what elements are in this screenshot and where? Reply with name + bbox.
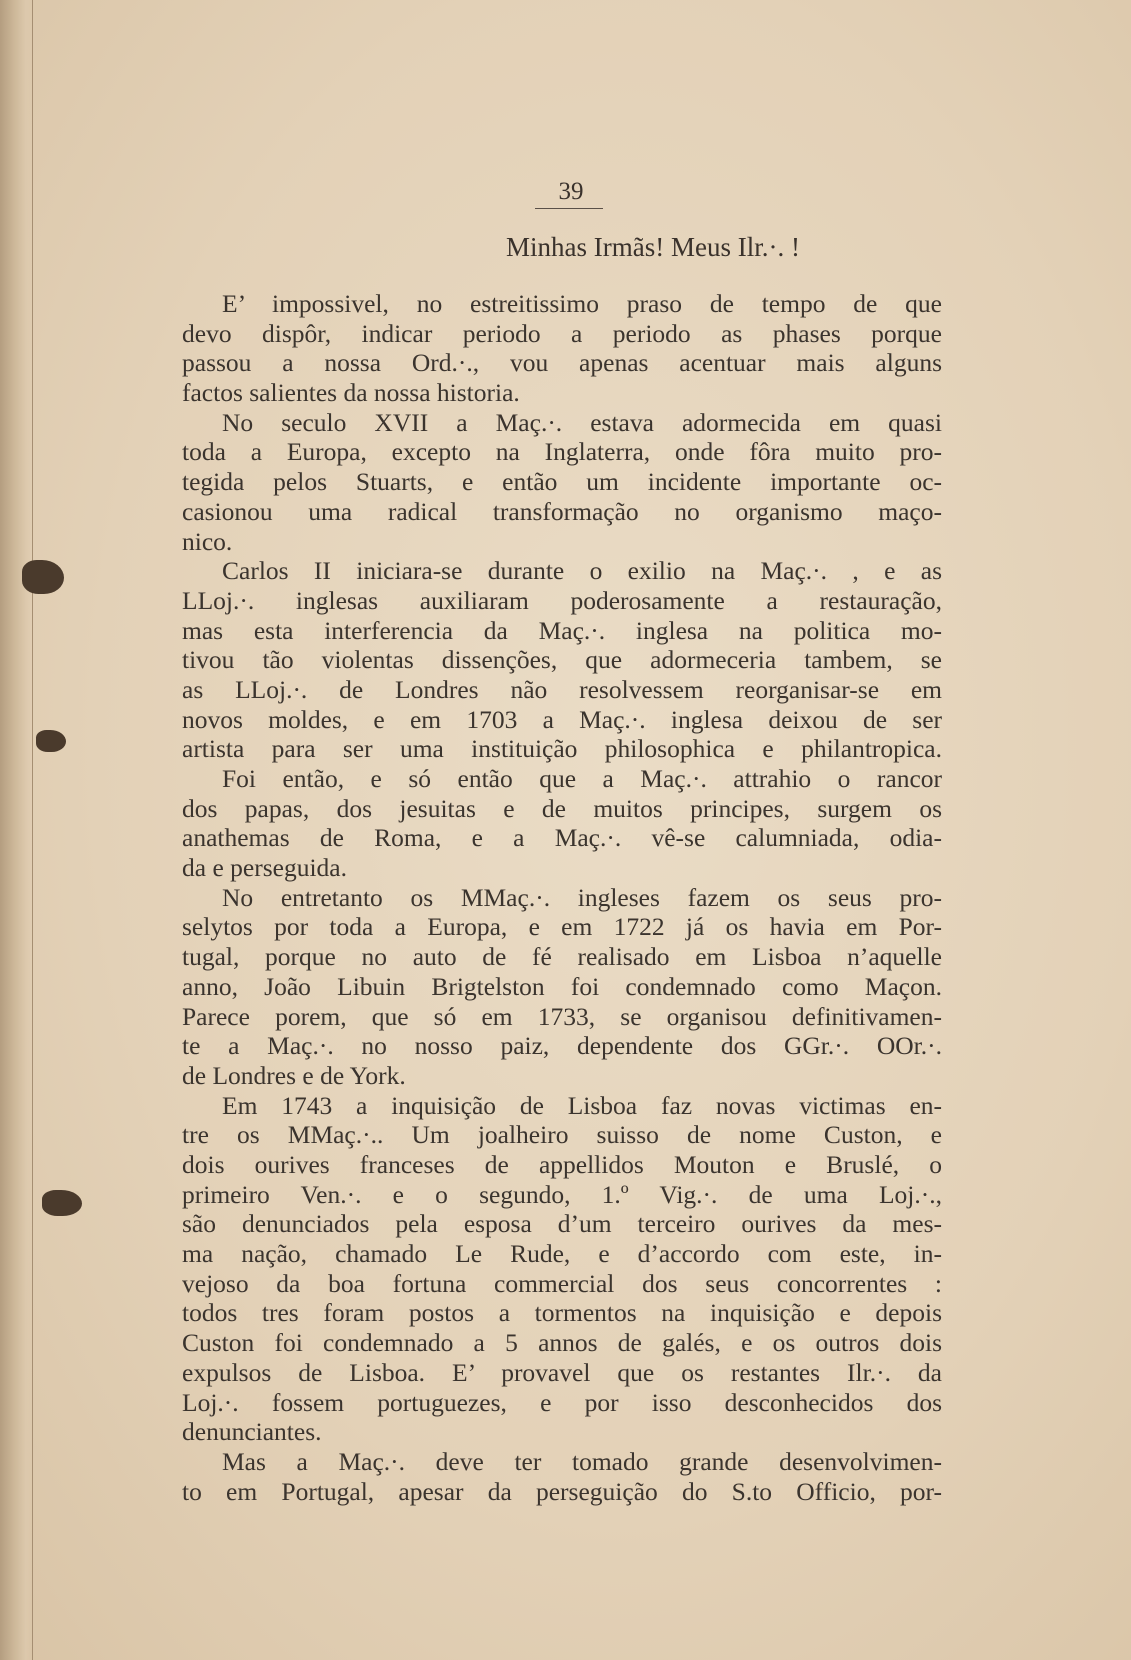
page-binding-edge [0, 0, 33, 1660]
text-line: Mas a Maç.·. deve ter tomado grande desenvolvimen- [222, 1446, 942, 1476]
text-line: tugal, porque no auto de fé realisado em Lisboa n’aquelle [182, 942, 942, 972]
text-line: anathemas de Roma, e a Maç.·. vê-se calumniada, odia- [182, 823, 942, 853]
text-line: expulsos de Lisboa. E’ provavel que os restantes Ilr.·. da [182, 1357, 942, 1387]
text-line: devo dispôr, indicar periodo a periodo as phases porque [182, 318, 942, 348]
text-line: E’ impossivel, no estreitissimo praso de tempo de que [222, 289, 942, 318]
text-line: te a Maç.·. no nosso paiz, dependente dos GGr.·. OOr.·. [182, 1031, 942, 1061]
text-line: artista para ser uma instituição philosophica e philantropica. [182, 734, 942, 764]
text-line: Carlos II iniciara-se durante o exilio na Maç.·. , e as [222, 556, 942, 586]
text-line: anno, João Libuin Brigtelston foi condemnado como Maçon. [182, 971, 942, 1001]
binding-stain-mark [36, 730, 66, 752]
text-line: to em Portugal, apesar da perseguição do S.to Officio, por- [182, 1476, 942, 1506]
text-line: Parece porem, que só em 1733, se organisou definitivamen- [182, 1001, 942, 1031]
text-line: denunciantes. [182, 1417, 322, 1447]
text-line: casionou uma radical transformação no organismo maço- [182, 496, 942, 526]
text-line: vejoso da boa fortuna commercial dos seus concorrentes : [182, 1268, 942, 1298]
binding-stain-mark [22, 560, 64, 594]
text-line: da e perseguida. [182, 853, 347, 883]
text-line: No entretanto os MMaç.·. ingleses fazem os seus pro- [222, 882, 942, 912]
binding-stain-mark [42, 1190, 82, 1216]
text-line: mas esta interferencia da Maç.·. inglesa na politica mo- [182, 615, 942, 645]
text-line: passou a nossa Ord.·., vou apenas acentuar mais alguns [182, 348, 942, 378]
text-line: selytos por toda a Europa, e em 1722 já os havia em Por- [182, 912, 942, 942]
text-line: tegida pelos Stuarts, e então um incidente importante oc- [182, 467, 942, 497]
text-line: Em 1743 a inquisição de Lisboa faz novas victimas en- [222, 1090, 942, 1120]
text-line: LLoj.·. inglesas auxiliaram poderosamente a restauração, [182, 585, 942, 615]
text-line: tre os MMaç.·.. Um joalheiro suisso de nome Custon, e [182, 1120, 942, 1150]
text-line: Loj.·. fossem portuguezes, e por isso desconhecidos dos [182, 1387, 942, 1417]
salutation-heading: Minhas Irmãs! Meus Ilr.·. ! [506, 232, 800, 262]
text-line: dos papas, dos jesuitas e de muitos principes, surgem os [182, 793, 942, 823]
page-number: 39 [558, 178, 584, 205]
text-line: nico. [182, 526, 233, 556]
text-line: Custon foi condemnado a 5 annos de galés, e os outros dois [182, 1328, 942, 1358]
text-line: novos moldes, e em 1703 a Maç.·. inglesa deixou de ser [182, 704, 942, 734]
text-line: No seculo XVII a Maç.·. estava adormecida em quasi [222, 407, 942, 437]
text-line: ma nação, chamado Le Rude, e d’accordo com este, in- [182, 1239, 942, 1269]
text-line: factos salientes da nossa historia. [182, 378, 520, 408]
text-line: toda a Europa, excepto na Inglaterra, onde fôra muito pro- [182, 437, 942, 467]
text-line: Foi então, e só então que a Maç.·. attrahio o rancor [222, 764, 942, 794]
body-text [182, 289, 942, 1506]
text-line: são denunciados pela esposa d’um terceiro ourives da mes- [182, 1209, 942, 1239]
text-line: tivou tão violentas dissenções, que adormeceria tambem, se [182, 645, 942, 675]
text-line: primeiro Ven.·. e o segundo, 1.º Vig.·. de uma Loj.·., [182, 1179, 942, 1209]
text-line: dois ourives franceses de appellidos Mouton e Bruslé, o [182, 1150, 942, 1179]
text-line: as LLoj.·. de Londres não resolvessem reorganisar-se em [182, 674, 942, 704]
text-line: todos tres foram postos a tormentos na inquisição e depois [182, 1298, 942, 1328]
page-number-underline [535, 208, 603, 209]
text-line: de Londres e de York. [182, 1060, 406, 1090]
